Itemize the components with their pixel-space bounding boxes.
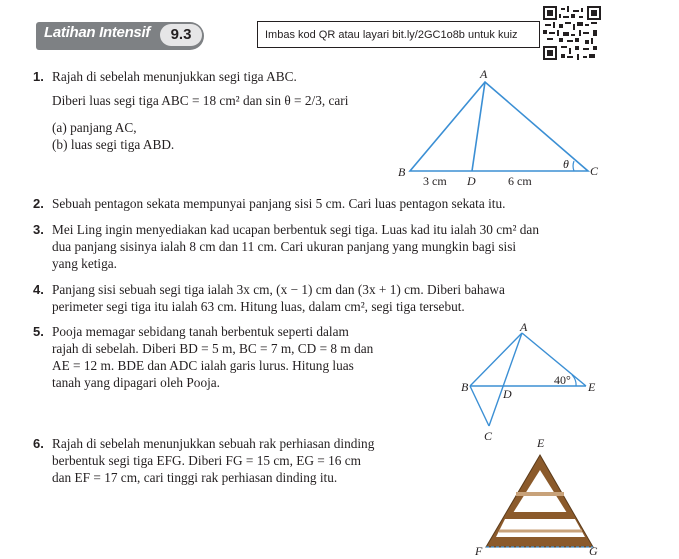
q6-label-e: E	[537, 436, 545, 450]
question-3-number: 3.	[33, 222, 44, 237]
question-4-line-1: Panjang sisi sebuah segi tiga ialah 3x cm, (x − 1) cm dan (3x + 1) cm. Diberi bahawa	[52, 282, 505, 297]
q1-label-b: B	[398, 165, 406, 179]
question-3-line-3: yang ketiga.	[52, 256, 117, 271]
qr-instruction[interactable]: Imbas kod QR atau layari bit.ly/2GC1o8b untuk kuiz	[257, 21, 540, 48]
question-3-line-2: dua panjang sisinya ialah 8 cm dan 11 cm. Cari ukuran panjang yang mungkin bagi sisi	[52, 239, 517, 254]
question-4-number: 4.	[33, 282, 44, 297]
question-6-line-2: berbentuk segi tiga EFG. Diberi FG = 15 cm, EG = 16 cm	[52, 453, 361, 468]
q6-label-f: F	[475, 544, 483, 558]
question-1-part-a: (a) panjang AC,	[52, 120, 137, 135]
question-5-line-1: Pooja memagar sebidang tanah berbentuk seperti dalam	[52, 324, 349, 339]
q5-label-b: B	[461, 380, 469, 394]
q6-label-g: G	[589, 544, 598, 558]
q1-segment-dc: 6 cm	[508, 174, 532, 188]
q1-label-a: A	[480, 67, 488, 81]
question-4-line-2: perimeter segi tiga itu ialah 63 cm. Hitung luas, dalam cm², segi tiga tersebut.	[52, 299, 465, 314]
question-1-part-b: (b) luas segi tiga ABD.	[52, 137, 175, 152]
q5-label-e: E	[588, 380, 596, 394]
section-number: 9.3	[160, 24, 202, 46]
q5-angle-40: 40°	[554, 373, 571, 387]
question-6-line-3: dan EF = 17 cm, cari tinggi rak perhiasan dinding itu.	[52, 470, 338, 485]
question-5-line-2: rajah di sebelah. Diberi BD = 5 m, BC = 7 m, CD = 8 m dan	[52, 341, 374, 356]
question-1-line-2: Diberi luas segi tiga ABC = 18 cm² dan sin θ = 2/3, cari	[52, 93, 349, 108]
question-1-number: 1.	[33, 69, 44, 84]
question-2-line-1: Sebuah pentagon sekata mempunyai panjang sisi 5 cm. Cari luas pentagon sekata itu.	[52, 196, 506, 211]
q1-label-d: D	[467, 174, 476, 188]
question-5-line-4: tanah yang dipagari oleh Pooja.	[52, 375, 221, 390]
q1-label-c: C	[590, 164, 599, 178]
q5-label-c: C	[484, 429, 493, 443]
q5-label-d: D	[503, 387, 512, 401]
question-3-line-1: Mei Ling ingin menyediakan kad ucapan berbentuk segi tiga. Luas kad itu ialah 30 cm² dan	[52, 222, 539, 237]
question-6-number: 6.	[33, 436, 44, 451]
q1-label-theta: θ	[563, 157, 569, 171]
section-title: Latihan Intensif	[44, 24, 151, 41]
question-5-number: 5.	[33, 324, 44, 339]
question-1-line-1: Rajah di sebelah menunjukkan segi tiga ABC.	[52, 69, 297, 84]
question-5-line-3: AE = 12 m. BDE dan ADC ialah garis lurus. Hitung luas	[52, 358, 354, 373]
q1-segment-bd: 3 cm	[423, 174, 447, 188]
q5-label-a: A	[520, 320, 528, 334]
question-6-line-1: Rajah di sebelah menunjukkan sebuah rak perhiasan dinding	[52, 436, 375, 451]
question-2-number: 2.	[33, 196, 44, 211]
